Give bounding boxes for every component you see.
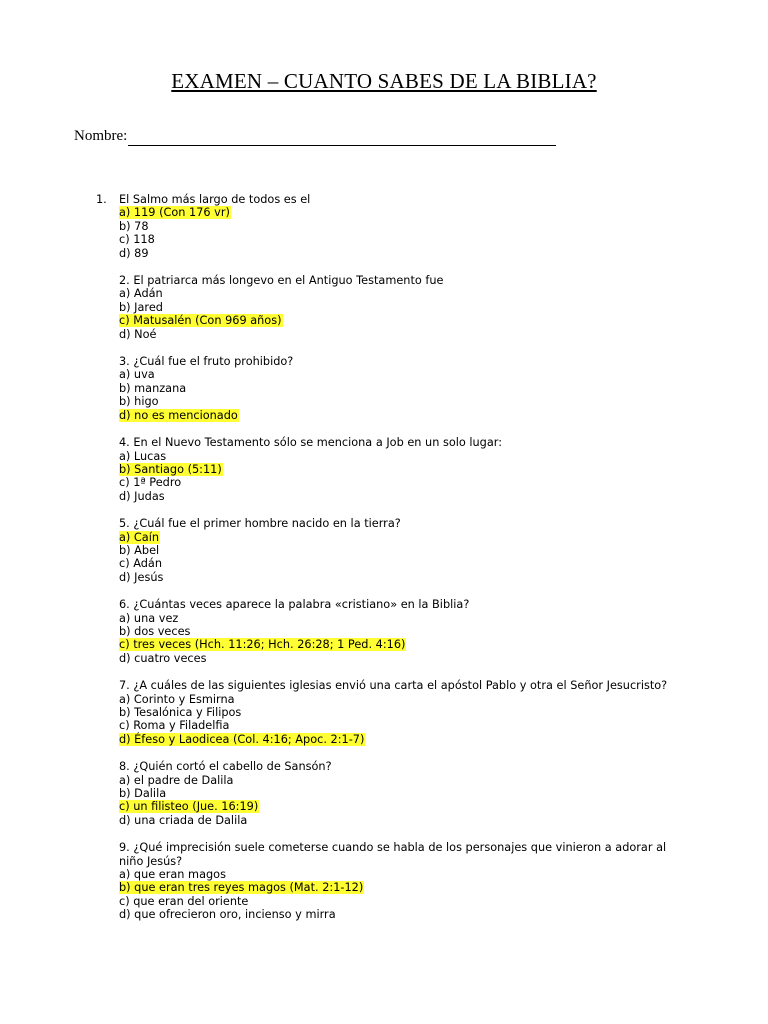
name-label: Nombre: — [74, 128, 128, 144]
answer-option[interactable]: d) Judas — [119, 489, 165, 503]
question-3 — [0, 355, 768, 422]
answer-option[interactable]: b) manzana — [119, 381, 187, 395]
highlighted-answer: a) Caín — [119, 530, 160, 544]
answer-option[interactable]: b) Abel — [119, 543, 160, 557]
answer-option[interactable]: b) dos veces — [119, 624, 191, 638]
answer-option[interactable] — [119, 409, 768, 422]
question-number: 1. — [96, 193, 107, 206]
name-blank-line[interactable] — [128, 129, 556, 146]
answer-option[interactable] — [119, 531, 768, 544]
question-text: 4. En el Nuevo Testamento sólo se menciona a Job en un solo lugar: — [119, 436, 503, 450]
question-5 — [0, 517, 768, 584]
answer-option[interactable]: c) Adán — [119, 557, 162, 571]
answer-option[interactable]: d) 89 — [119, 246, 149, 260]
highlighted-answer: c) tres veces (Hch. 11:26; Hch. 26:28; 1 Ped. 4:16) — [119, 638, 406, 652]
question-text: El Salmo más largo de todos es el — [119, 193, 311, 206]
question-8 — [0, 760, 768, 827]
highlighted-answer: b) Santiago (5:11) — [119, 462, 222, 476]
answer-option[interactable]: d) Jesús — [119, 570, 164, 584]
question-text: 3. ¿Cuál fue el fruto prohibido? — [119, 355, 294, 369]
highlighted-answer: c) Matusalén (Con 969 años) — [119, 314, 282, 328]
answer-option[interactable]: a) que eran magos — [119, 868, 226, 882]
answer-option[interactable]: d) Noé — [119, 327, 157, 341]
question-text: 6. ¿Cuántas veces aparece la palabra «cristiano» en la Biblia? — [119, 598, 470, 612]
answer-option[interactable]: c) Roma y Filadelfia — [119, 719, 230, 733]
highlighted-answer: a) 119 (Con 176 vr) — [119, 206, 230, 220]
answer-option[interactable] — [119, 638, 768, 651]
answer-option[interactable]: a) una vez — [119, 611, 179, 625]
question-1 — [0, 193, 768, 260]
question-list — [0, 193, 768, 922]
question-text: 5. ¿Cuál fue el primer hombre nacido en la tierra? — [119, 517, 401, 531]
question-text: 8. ¿Quién cortó el cabello de Sansón? — [119, 760, 332, 774]
question-text: 9. ¿Qué imprecisión suele cometerse cuando se habla de los personajes que vinieron a adorar al niño Jesús? — [119, 841, 667, 868]
highlighted-answer: d) Éfeso y Laodicea (Col. 4:16; Apoc. 2:1-7) — [119, 732, 365, 746]
question-7 — [0, 679, 768, 746]
answer-option[interactable]: c) 1ª Pedro — [119, 476, 182, 490]
page-title: EXAMEN – CUANTO SABES DE LA BIBLIA? — [171, 69, 597, 93]
answer-option[interactable] — [119, 800, 768, 813]
answer-option[interactable] — [119, 206, 768, 219]
answer-option[interactable]: b) Jared — [119, 300, 163, 314]
answer-option[interactable] — [119, 881, 768, 894]
answer-option[interactable] — [119, 314, 768, 327]
answer-option[interactable]: d) cuatro veces — [119, 651, 207, 665]
name-field-row — [74, 126, 556, 146]
question-6 — [0, 598, 768, 665]
question-text: 2. El patriarca más longevo en el Antiguo Testamento fue — [119, 274, 444, 288]
answer-option[interactable]: c) 118 — [119, 233, 155, 247]
question-9 — [0, 841, 768, 921]
answer-option[interactable]: d) que ofrecieron oro, incienso y mirra — [119, 908, 336, 922]
answer-option[interactable]: a) el padre de Dalila — [119, 773, 234, 787]
answer-option[interactable] — [119, 733, 768, 746]
answer-option[interactable] — [119, 463, 768, 476]
answer-option[interactable]: b) Dalila — [119, 787, 167, 801]
answer-option[interactable]: a) uva — [119, 368, 155, 382]
highlighted-answer: d) no es mencionado — [119, 408, 238, 422]
answer-option[interactable]: d) una criada de Dalila — [119, 813, 248, 827]
highlighted-answer: b) que eran tres reyes magos (Mat. 2:1-12) — [119, 881, 364, 895]
question-text: 7. ¿A cuáles de las siguientes iglesias envió una carta el apóstol Pablo y otra el Señor Jesucristo? — [119, 679, 668, 693]
answer-option[interactable]: b) Tesalónica y Filipos — [119, 706, 242, 719]
question-2 — [0, 274, 768, 341]
question-4 — [0, 436, 768, 503]
answer-option[interactable]: b) higo — [119, 395, 159, 409]
answer-option[interactable]: a) Corinto y Esmirna — [119, 692, 235, 706]
highlighted-answer: c) un filisteo (Jue. 16:19) — [119, 800, 259, 814]
answer-option[interactable]: c) que eran del oriente — [119, 894, 249, 908]
answer-option[interactable]: a) Lucas — [119, 449, 167, 463]
answer-option[interactable]: b) 78 — [119, 219, 149, 233]
answer-option[interactable]: a) Adán — [119, 287, 163, 301]
